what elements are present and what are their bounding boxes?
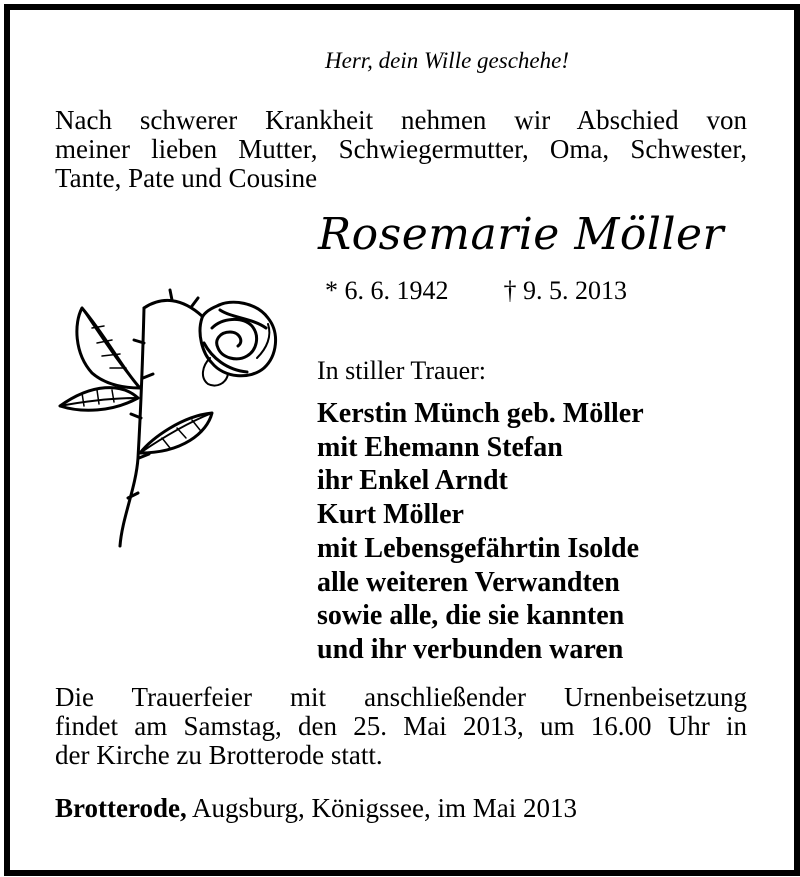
deceased-name: Rosemarie Möller bbox=[318, 209, 725, 260]
mourners-list bbox=[317, 397, 644, 667]
intro-line: Tante, Pate und Cousine bbox=[55, 163, 318, 193]
motto: Herr, dein Wille geschehe! bbox=[325, 48, 569, 73]
mourning-heading: In stiller Trauer: bbox=[317, 356, 486, 385]
death-date: † 9. 5. 2013 bbox=[503, 276, 627, 305]
service-line: der Kirche zu Brotterode statt. bbox=[55, 740, 383, 770]
rose-icon bbox=[52, 288, 292, 550]
service-line: findet am Samstag, den 25. Mai 2013, um 16.00 Uhr in bbox=[55, 711, 747, 741]
service-text bbox=[55, 683, 747, 770]
mourner-line: Kerstin Münch geb. Möller bbox=[317, 398, 644, 429]
intro-text bbox=[55, 106, 747, 193]
place-rest: Augsburg, Königssee, im Mai 2013 bbox=[186, 793, 577, 823]
mourner-line: ihr Enkel Arndt bbox=[317, 465, 508, 497]
mourner-line: Kurt Möller bbox=[317, 499, 464, 531]
mourner-line: mit Lebensgefährtin Isolde bbox=[317, 532, 639, 564]
life-dates bbox=[325, 276, 627, 306]
birth-date: * 6. 6. 1942 bbox=[325, 276, 449, 305]
mourner-line: sowie alle, die sie kannten bbox=[317, 600, 625, 632]
mourner-line: und ihr verbunden waren bbox=[317, 633, 624, 665]
service-line: Die Trauerfeier mit anschließender Urnenbeisetzung bbox=[55, 682, 747, 712]
intro-line: meiner lieben Mutter, Schwiegermutter, Oma, Schwester, bbox=[55, 134, 747, 164]
mourner-line: alle weiteren Verwandten bbox=[317, 566, 620, 598]
mourner-line: mit Ehemann Stefan bbox=[317, 431, 563, 463]
intro-line: Nach schwerer Krankheit nehmen wir Abschied von bbox=[55, 105, 747, 135]
place-primary: Brotterode, bbox=[55, 793, 187, 823]
place-date-line bbox=[55, 793, 577, 824]
